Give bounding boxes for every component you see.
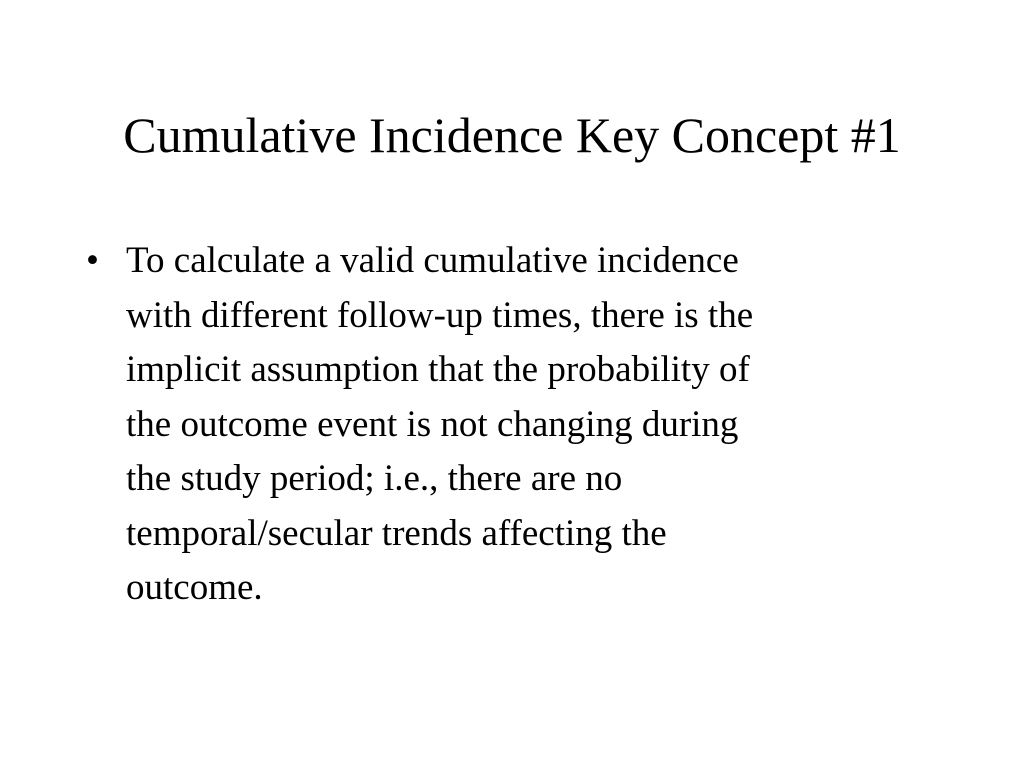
bullet-text-line: temporal/secular trends affecting the bbox=[126, 512, 667, 554]
bullet-text bbox=[126, 234, 916, 616]
bullet-marker: • bbox=[86, 240, 99, 281]
bullet-item bbox=[86, 234, 916, 616]
bullet-text-line: with different follow-up times, there is the bbox=[126, 294, 754, 336]
bullet-text-line: implicit assumption that the probability of bbox=[126, 349, 750, 390]
bullet-text-line: the study period; i.e., there are no bbox=[126, 458, 623, 499]
bullet-text-line: outcome. bbox=[126, 567, 263, 608]
slide-title: Cumulative Incidence Key Concept #1 bbox=[123, 107, 901, 163]
bullet-list bbox=[86, 234, 916, 616]
bullet-text-line: the outcome event is not changing during bbox=[126, 403, 739, 445]
bullet-text-line: To calculate a valid cumulative incidence bbox=[126, 240, 739, 281]
